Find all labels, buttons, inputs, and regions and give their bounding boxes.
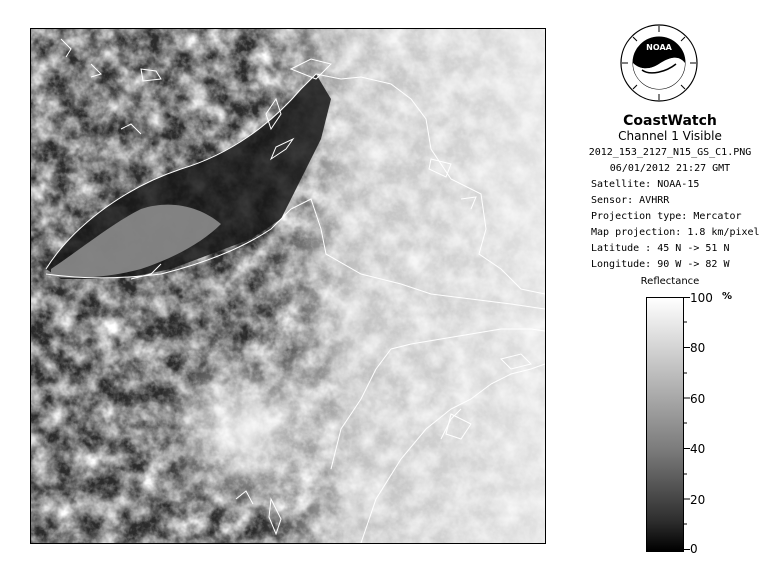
latitude-label: Latitude : 45 N -> 51 N bbox=[591, 243, 730, 254]
tick-label-40: 40 bbox=[690, 442, 706, 456]
map-projection-label: Map projection: 1.8 km/pixel bbox=[591, 227, 760, 238]
reflectance-colorbar bbox=[646, 297, 684, 552]
noaa-logo bbox=[620, 24, 698, 102]
tick-label-60: 60 bbox=[690, 392, 706, 406]
tick-label-80: 80 bbox=[690, 341, 706, 355]
satellite-label: Satellite: NOAA-15 bbox=[591, 179, 700, 190]
colorbar-ticks bbox=[683, 297, 693, 550]
svg-text:NOAA: NOAA bbox=[646, 43, 672, 52]
channel-label: Channel 1 Visible bbox=[618, 129, 722, 143]
filename-label: 2012_153_2127_N15_GS_C1.PNG bbox=[588, 147, 752, 158]
tick-label-0: 0 bbox=[690, 542, 698, 556]
tick-label-100: 100 bbox=[690, 291, 713, 305]
legend-title: Reflectance bbox=[640, 276, 700, 287]
app-title: CoastWatch bbox=[623, 113, 717, 129]
satellite-image bbox=[30, 28, 546, 544]
sensor-label: Sensor: AVHRR bbox=[591, 195, 670, 206]
tick-label-20: 20 bbox=[690, 493, 706, 507]
projection-type-label: Projection type: Mercator bbox=[591, 211, 742, 222]
datetime-label: 06/01/2012 21:27 GMT bbox=[609, 163, 731, 174]
longitude-label: Longitude: 90 W -> 82 W bbox=[591, 259, 730, 270]
unit-label: % bbox=[722, 291, 733, 302]
